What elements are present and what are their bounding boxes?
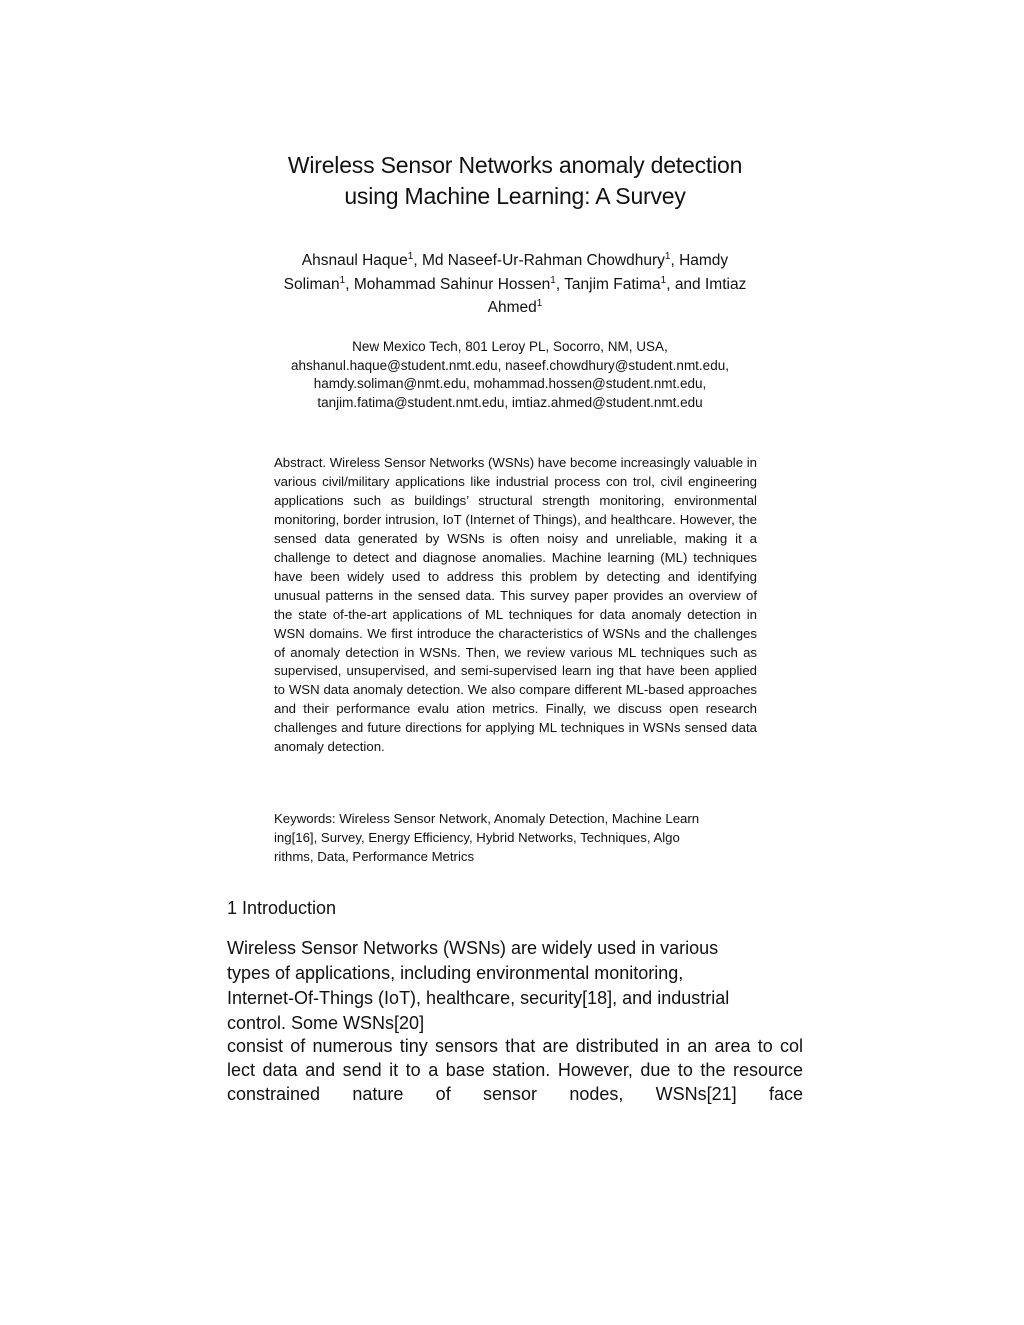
intro-paragraph-1 xyxy=(227,936,807,1036)
intro-line: types of applications, including environmental monitoring, xyxy=(227,963,684,983)
title-line-1: Wireless Sensor Networks anomaly detection xyxy=(287,152,743,178)
keywords-line-3: rithms, Data, Performance Metrics xyxy=(274,848,475,864)
author-name: , Hamdy xyxy=(670,252,729,269)
affiliation-emails-2: hamdy.soliman@nmt.edu, mohammad.hossen@student.nmt.edu, xyxy=(313,376,707,391)
author-name: Ahmed xyxy=(487,299,537,316)
author-name: Soliman xyxy=(283,275,340,293)
affiliation-block xyxy=(240,338,780,412)
author-line-2 xyxy=(250,273,780,297)
affiliation-marker: 1 xyxy=(339,274,346,286)
keywords-block xyxy=(274,810,757,867)
affiliation-marker: 1 xyxy=(664,250,671,262)
author-name: , Tanjim Fatima xyxy=(555,275,661,293)
intro-line: Internet-Of-Things (IoT), healthcare, security[18], and industrial xyxy=(227,988,730,1008)
intro-paragraph-2: consist of numerous tiny sensors that are distributed in an area to col lect data and send it to a base station. However, due to the resource constrained nature of sensor nodes, WSNs[21] face xyxy=(227,1036,803,1104)
author-name: Ahsnaul Haque xyxy=(301,252,408,269)
intro-line: control. Some WSNs[20] xyxy=(227,1013,425,1033)
title-line-2: using Machine Learning: A Survey xyxy=(344,183,686,209)
keywords-line-2: ing[16], Survey, Energy Efficiency, Hybrid Networks, Techniques, Algo xyxy=(274,829,680,845)
section-heading-introduction: 1 Introduction xyxy=(227,898,337,918)
affiliation-emails-3: tanjim.fatima@student.nmt.edu, imtiaz.ahmed@student.nmt.edu xyxy=(317,394,703,410)
intro-line: Wireless Sensor Networks (WSNs) are widely used in various xyxy=(227,938,719,958)
affiliation-marker: 1 xyxy=(407,250,414,262)
author-name: , Mohammad Sahinur Hossen xyxy=(345,275,551,293)
paper-title xyxy=(200,150,830,212)
author-line-1 xyxy=(250,249,780,273)
affiliation-marker: 1 xyxy=(660,274,667,286)
affiliation-marker: 1 xyxy=(550,274,556,286)
affiliation-address: New Mexico Tech, 801 Leroy PL, Socorro, NM, USA, xyxy=(352,339,668,354)
author-name: , and Imtiaz xyxy=(666,275,747,293)
keywords-line-1: Keywords: Wireless Sensor Network, Anomaly Detection, Machine Learn xyxy=(274,811,700,826)
abstract-text: Abstract. Wireless Sensor Networks (WSNs) have become increasingly valuable in various civil/military applications like industrial process con trol, civil engineering applications such as buildings’ structural strength monitoring, environmental monitoring, border intrusion, IoT (Internet of Things), and healthcare. However, the sensed data generated by WSNs is often noisy and unreliable, making it a challenge to detect and diagnose anomalies. Machine learning (ML) techniques have been widely used to address this problem by detecting and identifying unusual patterns in the sensed data. This survey paper provides an overview of the state of-the-art applications of ML techniques for data anomaly detection in WSN domains. We first introduce the characteristics of WSNs and the challenges of anomaly detection in WSNs. Then, we review various ML techniques such as supervised, unsupervised, and semi-supervised learn ing that have been applied to WSN data anomaly detection. We also compare different ML-based approaches and their performance evalu ation metrics. Finally, we discuss open research challenges and future directions for applying ML techniques in WSNs sensed data anomaly detection. xyxy=(274,455,757,755)
affiliation-marker: 1 xyxy=(536,297,543,309)
author-line-3 xyxy=(250,296,780,320)
author-list xyxy=(250,249,780,320)
affiliation-emails-1: ahshanul.haque@student.nmt.edu, naseef.chowdhury@student.nmt.edu, xyxy=(291,357,729,373)
author-name: , Md Naseef-Ur-Rahman Chowdhury xyxy=(413,252,665,269)
